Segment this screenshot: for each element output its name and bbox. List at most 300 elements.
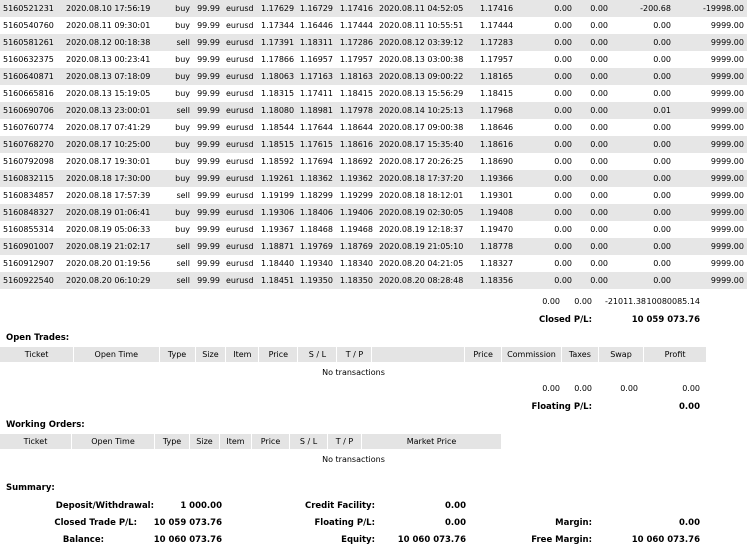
cell-stop-loss: 1.18406 (296, 204, 336, 221)
cell-open-time: 2020.08.13 00:23:41 (63, 51, 165, 68)
deposit-value: 1 000.00 (180, 501, 222, 511)
cell-taxes: 0.00 (575, 187, 611, 204)
table-row (0, 153, 747, 170)
cell-ticket: 5160901007 (0, 238, 63, 255)
cell-open-time: 2020.08.13 15:19:05 (63, 85, 165, 102)
cell-item: eurusd (223, 255, 258, 272)
cell-ticket: 5160665816 (0, 85, 63, 102)
cell-stop-loss: 1.17411 (296, 85, 336, 102)
cell-swap: 0.00 (611, 272, 674, 289)
column-header: Market Price (362, 434, 502, 449)
cell-ticket: 5160832115 (0, 170, 63, 187)
open-trades-header (0, 347, 707, 362)
open-total-swap: 0.00 (620, 384, 638, 393)
cell-swap: 0.00 (611, 153, 674, 170)
balance-value: 10 060 073.76 (153, 535, 222, 545)
column-header: Open Time (74, 347, 159, 362)
cell-stop-loss: 1.18468 (296, 221, 336, 238)
cell-open-time: 2020.08.13 07:18:09 (63, 68, 165, 85)
cell-close-price: 1.18616 (477, 136, 513, 153)
cell-swap: 0.00 (611, 68, 674, 85)
cell-swap: 0.01 (611, 102, 674, 119)
cell-close-price: 1.19408 (477, 204, 513, 221)
cell-item: eurusd (223, 136, 258, 153)
credit-facility-value: 0.00 (445, 501, 466, 511)
cell-take-profit: 1.18415 (336, 85, 376, 102)
cell-swap: 0.00 (611, 51, 674, 68)
cell-item: eurusd (223, 170, 258, 187)
deposit-label: Deposit/Withdrawal: (55, 501, 154, 511)
table-row (0, 0, 747, 17)
cell-close-price: 1.17968 (477, 102, 513, 119)
column-header: Price (259, 347, 298, 362)
column-header: S / L (290, 434, 328, 449)
cell-close-price: 1.19470 (477, 221, 513, 238)
cell-open-price: 1.19306 (258, 204, 296, 221)
table-row (0, 85, 747, 102)
cell-type: buy (165, 204, 193, 221)
table-row (0, 102, 747, 119)
table-row (0, 255, 747, 272)
cell-commission: 0.00 (513, 102, 575, 119)
cell-close-price: 1.17957 (477, 51, 513, 68)
cell-open-price: 1.17866 (258, 51, 296, 68)
closed-totals-row (0, 297, 707, 311)
cell-size: 99.99 (193, 153, 223, 170)
cell-swap: 0.00 (611, 238, 674, 255)
cell-item: eurusd (223, 272, 258, 289)
cell-profit: 9999.00 (674, 119, 747, 136)
table-row (0, 51, 747, 68)
cell-type: sell (165, 272, 193, 289)
cell-close-price: 1.18415 (477, 85, 513, 102)
cell-size: 99.99 (193, 102, 223, 119)
cell-type: buy (165, 153, 193, 170)
cell-taxes: 0.00 (575, 170, 611, 187)
cell-swap: 0.00 (611, 119, 674, 136)
cell-profit: 9999.00 (674, 34, 747, 51)
cell-take-profit: 1.18644 (336, 119, 376, 136)
cell-type: sell (165, 34, 193, 51)
cell-close-time: 2020.08.17 09:00:38 (376, 119, 477, 136)
cell-type: buy (165, 170, 193, 187)
cell-size: 99.99 (193, 255, 223, 272)
cell-taxes: 0.00 (575, 153, 611, 170)
cell-size: 99.99 (193, 136, 223, 153)
cell-stop-loss: 1.18981 (296, 102, 336, 119)
table-row (0, 187, 747, 204)
column-header: Swap (599, 347, 644, 362)
column-header: Type (155, 434, 190, 449)
cell-take-profit: 1.17444 (336, 17, 376, 34)
cell-ticket: 5160632375 (0, 51, 63, 68)
open-trades-title: Open Trades: (6, 333, 70, 343)
cell-swap: 0.00 (611, 255, 674, 272)
cell-profit: 9999.00 (674, 255, 747, 272)
cell-close-time: 2020.08.18 17:37:20 (376, 170, 477, 187)
cell-commission: 0.00 (513, 0, 575, 17)
table-row (0, 170, 747, 187)
cell-open-price: 1.19261 (258, 170, 296, 187)
table-row (0, 221, 747, 238)
cell-ticket: 5160760774 (0, 119, 63, 136)
cell-profit: 9999.00 (674, 136, 747, 153)
column-header: T / P (328, 434, 362, 449)
cell-commission: 0.00 (513, 119, 575, 136)
column-header: Size (190, 434, 220, 449)
cell-close-time: 2020.08.17 15:35:40 (376, 136, 477, 153)
cell-close-price: 1.18778 (477, 238, 513, 255)
cell-open-time: 2020.08.18 17:57:39 (63, 187, 165, 204)
cell-taxes: 0.00 (575, 221, 611, 238)
cell-swap: 0.00 (611, 136, 674, 153)
cell-open-price: 1.18544 (258, 119, 296, 136)
working-orders-header (0, 434, 707, 449)
floating-pl-label: Floating P/L: (531, 402, 592, 412)
cell-open-price: 1.18080 (258, 102, 296, 119)
cell-open-price: 1.17391 (258, 34, 296, 51)
cell-size: 99.99 (193, 187, 223, 204)
cell-take-profit: 1.17286 (336, 34, 376, 51)
equity-label: Equity: (341, 535, 375, 545)
closed-total-swap: -21011.38 (604, 297, 646, 306)
cell-close-time: 2020.08.17 20:26:25 (376, 153, 477, 170)
cell-close-time: 2020.08.14 10:25:13 (376, 102, 477, 119)
cell-swap: 0.00 (611, 221, 674, 238)
open-total-taxes: 0.00 (574, 384, 592, 393)
cell-close-price: 1.18356 (477, 272, 513, 289)
balance-label: Balance: (62, 535, 104, 545)
open-total-commission: 0.00 (542, 384, 560, 393)
cell-swap: 0.00 (611, 187, 674, 204)
column-header: Profit (644, 347, 707, 362)
cell-ticket: 5160521231 (0, 0, 63, 17)
cell-profit: 9999.00 (674, 170, 747, 187)
cell-item: eurusd (223, 102, 258, 119)
cell-taxes: 0.00 (575, 17, 611, 34)
cell-take-profit: 1.18350 (336, 272, 376, 289)
cell-item: eurusd (223, 238, 258, 255)
column-header: Ticket (0, 434, 72, 449)
cell-close-time: 2020.08.13 15:56:29 (376, 85, 477, 102)
cell-stop-loss: 1.19769 (296, 238, 336, 255)
column-header (372, 347, 465, 362)
table-row (0, 17, 747, 34)
table-row (0, 272, 747, 289)
cell-close-price: 1.19366 (477, 170, 513, 187)
cell-taxes: 0.00 (575, 272, 611, 289)
cell-open-price: 1.17344 (258, 17, 296, 34)
cell-open-time: 2020.08.18 17:30:00 (63, 170, 165, 187)
cell-open-time: 2020.08.11 09:30:01 (63, 17, 165, 34)
cell-stop-loss: 1.17694 (296, 153, 336, 170)
cell-size: 99.99 (193, 17, 223, 34)
cell-commission: 0.00 (513, 34, 575, 51)
cell-item: eurusd (223, 17, 258, 34)
table-row (0, 34, 747, 51)
cell-take-profit: 1.19406 (336, 204, 376, 221)
margin-value: 0.00 (679, 518, 700, 528)
cell-profit: -19998.00 (674, 0, 747, 17)
cell-open-price: 1.18592 (258, 153, 296, 170)
floating-pl-value: 0.00 (679, 402, 700, 412)
cell-item: eurusd (223, 153, 258, 170)
cell-profit: 9999.00 (674, 51, 747, 68)
cell-close-price: 1.18327 (477, 255, 513, 272)
cell-ticket: 5160690706 (0, 102, 63, 119)
column-header: Price (465, 347, 502, 362)
cell-open-time: 2020.08.17 07:41:29 (63, 119, 165, 136)
cell-ticket: 5160640871 (0, 68, 63, 85)
cell-stop-loss: 1.18311 (296, 34, 336, 51)
cell-profit: 9999.00 (674, 221, 747, 238)
cell-commission: 0.00 (513, 85, 575, 102)
cell-profit: 9999.00 (674, 153, 747, 170)
cell-close-time: 2020.08.19 12:18:37 (376, 221, 477, 238)
cell-type: sell (165, 102, 193, 119)
cell-ticket: 5160768270 (0, 136, 63, 153)
cell-stop-loss: 1.18362 (296, 170, 336, 187)
closed-total-commission: 0.00 (542, 297, 560, 306)
column-header: Type (160, 347, 196, 362)
cell-commission: 0.00 (513, 272, 575, 289)
cell-close-time: 2020.08.11 04:52:05 (376, 0, 477, 17)
cell-taxes: 0.00 (575, 119, 611, 136)
cell-close-price: 1.19301 (477, 187, 513, 204)
open-trades-empty: No transactions (322, 368, 385, 377)
cell-commission: 0.00 (513, 51, 575, 68)
cell-take-profit: 1.18616 (336, 136, 376, 153)
cell-profit: 9999.00 (674, 272, 747, 289)
cell-commission: 0.00 (513, 153, 575, 170)
closed-trade-pl-label: Closed Trade P/L: (54, 518, 137, 528)
column-header: Open Time (72, 434, 155, 449)
cell-taxes: 0.00 (575, 204, 611, 221)
cell-open-time: 2020.08.19 21:02:17 (63, 238, 165, 255)
cell-size: 99.99 (193, 85, 223, 102)
cell-open-time: 2020.08.19 01:06:41 (63, 204, 165, 221)
summary-floating-pl-value: 0.00 (445, 518, 466, 528)
cell-take-profit: 1.18340 (336, 255, 376, 272)
cell-commission: 0.00 (513, 136, 575, 153)
cell-close-time: 2020.08.20 04:21:05 (376, 255, 477, 272)
cell-take-profit: 1.18769 (336, 238, 376, 255)
cell-taxes: 0.00 (575, 136, 611, 153)
cell-item: eurusd (223, 221, 258, 238)
cell-type: buy (165, 136, 193, 153)
cell-taxes: 0.00 (575, 102, 611, 119)
cell-open-price: 1.18315 (258, 85, 296, 102)
cell-close-price: 1.18690 (477, 153, 513, 170)
cell-type: buy (165, 0, 193, 17)
free-margin-label: Free Margin: (531, 535, 592, 545)
cell-open-price: 1.19367 (258, 221, 296, 238)
cell-size: 99.99 (193, 51, 223, 68)
cell-open-price: 1.18451 (258, 272, 296, 289)
cell-open-time: 2020.08.20 01:19:56 (63, 255, 165, 272)
table-row (0, 204, 747, 221)
cell-close-price: 1.17444 (477, 17, 513, 34)
cell-open-price: 1.18871 (258, 238, 296, 255)
cell-open-time: 2020.08.12 00:18:38 (63, 34, 165, 51)
column-header: Commission (502, 347, 562, 362)
cell-close-time: 2020.08.18 18:12:01 (376, 187, 477, 204)
cell-ticket: 5160922540 (0, 272, 63, 289)
cell-item: eurusd (223, 187, 258, 204)
open-totals-row (0, 384, 707, 398)
cell-close-time: 2020.08.12 03:39:12 (376, 34, 477, 51)
closed-pl-label: Closed P/L: (538, 315, 592, 325)
cell-type: buy (165, 68, 193, 85)
summary-floating-pl-label: Floating P/L: (314, 518, 375, 528)
column-header: Size (196, 347, 227, 362)
cell-commission: 0.00 (513, 204, 575, 221)
cell-commission: 0.00 (513, 68, 575, 85)
cell-open-time: 2020.08.17 19:30:01 (63, 153, 165, 170)
cell-item: eurusd (223, 119, 258, 136)
closed-pl-value: 10 059 073.76 (631, 315, 700, 325)
cell-size: 99.99 (193, 34, 223, 51)
cell-size: 99.99 (193, 238, 223, 255)
cell-swap: 0.00 (611, 34, 674, 51)
cell-type: buy (165, 221, 193, 238)
cell-ticket: 5160834857 (0, 187, 63, 204)
cell-item: eurusd (223, 204, 258, 221)
cell-profit: 9999.00 (674, 85, 747, 102)
cell-close-time: 2020.08.11 10:55:51 (376, 17, 477, 34)
cell-taxes: 0.00 (575, 85, 611, 102)
cell-size: 99.99 (193, 221, 223, 238)
table-row (0, 68, 747, 85)
cell-open-time: 2020.08.17 10:25:00 (63, 136, 165, 153)
cell-profit: 9999.00 (674, 204, 747, 221)
cell-profit: 9999.00 (674, 17, 747, 34)
cell-open-time: 2020.08.13 23:00:01 (63, 102, 165, 119)
cell-open-price: 1.18063 (258, 68, 296, 85)
column-header: Item (220, 434, 252, 449)
column-header: S / L (298, 347, 337, 362)
cell-profit: 9999.00 (674, 187, 747, 204)
cell-commission: 0.00 (513, 170, 575, 187)
cell-size: 99.99 (193, 204, 223, 221)
cell-close-time: 2020.08.13 09:00:22 (376, 68, 477, 85)
closed-total-profit: 10080085.14 (646, 297, 700, 306)
cell-open-time: 2020.08.20 06:10:29 (63, 272, 165, 289)
cell-stop-loss: 1.17644 (296, 119, 336, 136)
closed-total-taxes: 0.00 (574, 297, 592, 306)
cell-close-price: 1.18165 (477, 68, 513, 85)
cell-stop-loss: 1.17163 (296, 68, 336, 85)
equity-value: 10 060 073.76 (397, 535, 466, 545)
cell-swap: 0.00 (611, 170, 674, 187)
table-row (0, 119, 747, 136)
cell-close-price: 1.17283 (477, 34, 513, 51)
cell-commission: 0.00 (513, 221, 575, 238)
cell-open-price: 1.18515 (258, 136, 296, 153)
column-header: Price (252, 434, 290, 449)
cell-taxes: 0.00 (575, 51, 611, 68)
working-orders-title: Working Orders: (6, 420, 85, 430)
cell-taxes: 0.00 (575, 238, 611, 255)
cell-open-price: 1.18440 (258, 255, 296, 272)
cell-close-time: 2020.08.13 03:00:38 (376, 51, 477, 68)
cell-taxes: 0.00 (575, 255, 611, 272)
cell-stop-loss: 1.19340 (296, 255, 336, 272)
cell-profit: 9999.00 (674, 68, 747, 85)
cell-take-profit: 1.17978 (336, 102, 376, 119)
cell-take-profit: 1.18163 (336, 68, 376, 85)
cell-swap: 0.00 (611, 17, 674, 34)
cell-size: 99.99 (193, 68, 223, 85)
cell-type: sell (165, 255, 193, 272)
cell-item: eurusd (223, 51, 258, 68)
table-row (0, 238, 747, 255)
closed-trade-pl-value: 10 059 073.76 (153, 518, 222, 528)
cell-taxes: 0.00 (575, 68, 611, 85)
cell-take-profit: 1.17416 (336, 0, 376, 17)
cell-type: buy (165, 85, 193, 102)
cell-swap: 0.00 (611, 204, 674, 221)
cell-close-time: 2020.08.19 02:30:05 (376, 204, 477, 221)
column-header: Taxes (562, 347, 599, 362)
cell-stop-loss: 1.19350 (296, 272, 336, 289)
cell-commission: 0.00 (513, 238, 575, 255)
summary-title: Summary: (6, 483, 55, 493)
open-total-profit: 0.00 (682, 384, 700, 393)
cell-take-profit: 1.18692 (336, 153, 376, 170)
cell-commission: 0.00 (513, 255, 575, 272)
cell-ticket: 5160912907 (0, 255, 63, 272)
cell-taxes: 0.00 (575, 0, 611, 17)
cell-take-profit: 1.19299 (336, 187, 376, 204)
cell-commission: 0.00 (513, 187, 575, 204)
cell-open-price: 1.17629 (258, 0, 296, 17)
cell-ticket: 5160855314 (0, 221, 63, 238)
cell-item: eurusd (223, 68, 258, 85)
cell-take-profit: 1.19468 (336, 221, 376, 238)
working-orders-empty: No transactions (322, 455, 385, 464)
cell-taxes: 0.00 (575, 34, 611, 51)
cell-size: 99.99 (193, 0, 223, 17)
column-header: Ticket (0, 347, 74, 362)
cell-ticket: 5160792098 (0, 153, 63, 170)
cell-type: buy (165, 17, 193, 34)
cell-size: 99.99 (193, 272, 223, 289)
cell-item: eurusd (223, 85, 258, 102)
cell-close-price: 1.18646 (477, 119, 513, 136)
cell-profit: 9999.00 (674, 102, 747, 119)
cell-stop-loss: 1.16729 (296, 0, 336, 17)
cell-ticket: 5160848327 (0, 204, 63, 221)
cell-profit: 9999.00 (674, 238, 747, 255)
cell-stop-loss: 1.18299 (296, 187, 336, 204)
cell-stop-loss: 1.16446 (296, 17, 336, 34)
cell-stop-loss: 1.17615 (296, 136, 336, 153)
table-row (0, 136, 747, 153)
cell-close-time: 2020.08.19 21:05:10 (376, 238, 477, 255)
cell-swap: -200.68 (611, 0, 674, 17)
cell-ticket: 5160581261 (0, 34, 63, 51)
credit-facility-label: Credit Facility: (304, 501, 375, 511)
cell-ticket: 5160540760 (0, 17, 63, 34)
cell-take-profit: 1.19362 (336, 170, 376, 187)
cell-size: 99.99 (193, 119, 223, 136)
cell-take-profit: 1.17957 (336, 51, 376, 68)
cell-commission: 0.00 (513, 17, 575, 34)
cell-type: sell (165, 238, 193, 255)
cell-type: buy (165, 51, 193, 68)
cell-close-price: 1.17416 (477, 0, 513, 17)
